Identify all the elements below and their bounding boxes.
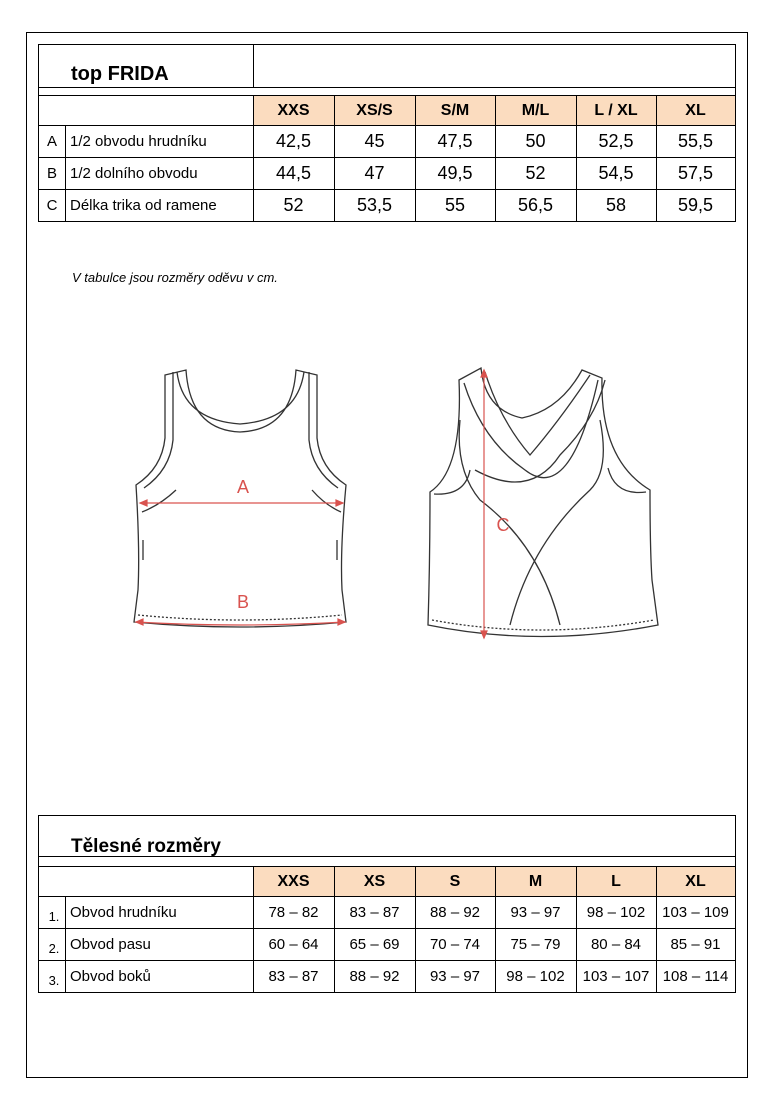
table-cell: 47,5 — [437, 130, 473, 151]
table-cell: 50 — [525, 130, 546, 151]
label-a: A — [236, 477, 250, 497]
row-number: 2. — [48, 940, 60, 956]
arrow-b-right — [338, 619, 345, 625]
table-cell: 108 – 114 — [662, 967, 729, 985]
table-cell: 49,5 — [437, 162, 473, 183]
front-armhole-left — [144, 372, 173, 488]
table-cell: 59,5 — [677, 194, 714, 215]
row-label: Obvod pasu — [70, 935, 151, 953]
back-outline — [428, 368, 658, 637]
garment-size-head: XXS — [253, 96, 334, 125]
table-cell: 55 — [444, 194, 466, 215]
table-cell: 58 — [605, 194, 627, 215]
row-label: 1/2 obvodu hrudníku — [70, 132, 207, 150]
garment-size-head: L / XL — [576, 96, 656, 125]
table-cell: 83 – 87 — [268, 967, 319, 985]
row-letter: C — [46, 196, 58, 214]
table-cell: 88 – 92 — [349, 967, 400, 985]
body-size-head: M — [495, 867, 576, 896]
body-size-head: XXS — [253, 867, 334, 896]
table-cell: 80 – 84 — [590, 935, 642, 953]
garment-size-head: XL — [656, 96, 735, 125]
row-label: Délka trika od ramene — [70, 196, 217, 214]
table-cell: 70 – 74 — [429, 935, 481, 953]
back-cross-front — [475, 380, 605, 482]
table-cell: 93 – 97 — [429, 967, 481, 985]
table-cell: 45 — [364, 130, 385, 151]
row-label: 1/2 dolního obvodu — [70, 164, 198, 182]
back-view — [428, 368, 658, 637]
table-cell: 55,5 — [677, 130, 714, 151]
table-cell: 42,5 — [275, 130, 312, 151]
units-note: V tabulce jsou rozměry oděvu v cm. — [72, 270, 278, 285]
row-letter: B — [46, 164, 57, 182]
label-b: B — [236, 592, 250, 612]
front-armhole-right — [309, 372, 338, 488]
body-size-head: S — [415, 867, 495, 896]
table-cell: 83 – 87 — [349, 903, 400, 921]
table-cell: 53,5 — [356, 194, 393, 215]
arrow-a-right — [336, 500, 343, 506]
back-cross-left — [459, 420, 560, 625]
row-letter: A — [46, 132, 57, 150]
table-cell: 98 – 102 — [506, 967, 565, 985]
body-table — [38, 815, 736, 993]
table-cell: 75 – 79 — [510, 935, 561, 953]
body-size-head: XS — [334, 867, 415, 896]
table-cell: 60 – 64 — [268, 935, 319, 953]
arrow-b-left — [136, 619, 143, 625]
table-cell: 103 – 109 — [662, 903, 729, 921]
arrow-c-bottom — [481, 631, 487, 638]
table-cell: 44,5 — [275, 162, 312, 183]
table-cell: 52 — [283, 194, 304, 215]
body-table-title: Tělesné rozměry — [71, 836, 221, 857]
table-cell: 78 – 82 — [268, 903, 319, 921]
arrow-a-left — [140, 500, 147, 506]
row-number: 1. — [48, 908, 60, 924]
row-label: Obvod boků — [70, 967, 151, 985]
front-view — [134, 370, 346, 627]
body-size-head: XL — [656, 867, 735, 896]
garment-size-head: XS/S — [334, 96, 415, 125]
front-neck-inner — [177, 372, 304, 424]
table-cell: 56,5 — [517, 194, 554, 215]
table-cell: 85 – 91 — [670, 935, 721, 953]
table-cell: 88 – 92 — [429, 903, 481, 921]
table-cell: 65 – 69 — [349, 935, 400, 953]
table-cell: 47 — [364, 162, 385, 183]
label-c: C — [496, 515, 510, 535]
row-label: Obvod hrudníku — [70, 903, 177, 921]
garment-size-head: M/L — [495, 96, 576, 125]
table-cell: 93 – 97 — [510, 903, 561, 921]
garment-table-title: top FRIDA — [71, 63, 169, 85]
garment-size-head: S/M — [415, 96, 495, 125]
table-cell: 103 – 107 — [582, 967, 650, 985]
back-cross-right — [510, 420, 603, 625]
table-cell: 52 — [525, 162, 546, 183]
table-cell: 98 – 102 — [586, 903, 646, 921]
table-cell: 57,5 — [677, 162, 714, 183]
table-cell: 54,5 — [598, 162, 634, 183]
front-hem-line — [138, 615, 342, 620]
back-armhole-right — [608, 468, 646, 493]
back-hem-line — [432, 620, 654, 630]
row-number: 3. — [48, 972, 60, 988]
body-size-head: L — [576, 867, 656, 896]
table-cell: 52,5 — [598, 130, 634, 151]
